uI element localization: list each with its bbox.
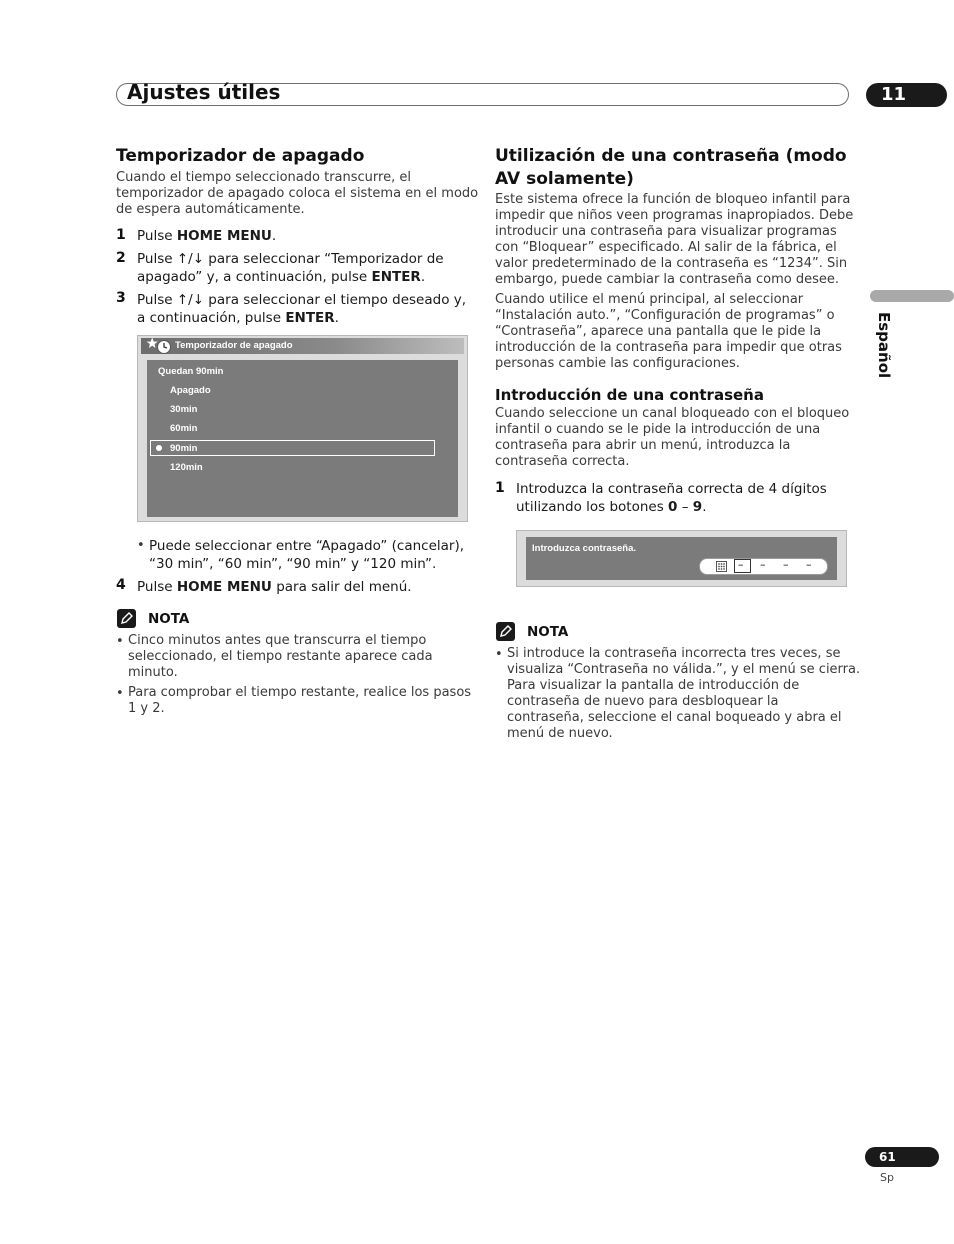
heading-line: AV solamente): [495, 169, 634, 189]
side-tab-bar: [870, 290, 954, 302]
bullet-marker: •: [116, 686, 124, 701]
password-prompt: Introduzca contraseña.: [532, 543, 636, 554]
section-heading-password: [495, 145, 847, 191]
option-60min[interactable]: 60min: [170, 423, 198, 434]
para-line: Cuando utilice el menú principal, al seleccionar: [495, 292, 804, 307]
step-number: 1: [116, 227, 126, 243]
password-digit-slot: –: [783, 558, 789, 571]
para-line: contraseña para abrir un menú, introduzca la: [495, 438, 791, 453]
intro-line: Cuando el tiempo seleccionado transcurre, el: [116, 170, 411, 185]
heading-line: Utilización de una contraseña (modo: [495, 146, 847, 166]
para-line: embargo, puede cambiar la contraseña como desee.: [495, 272, 839, 287]
password-para-3: [495, 406, 849, 470]
note-text: [128, 685, 471, 717]
screen-panel: [147, 360, 458, 517]
step-key-label: 0: [668, 499, 678, 515]
chapter-number: 11: [866, 83, 947, 107]
subheading-enter-password: Introducción de una contraseña: [495, 386, 764, 404]
para-line: impedir que niños veen programas inapropiados. Debe: [495, 208, 854, 223]
option-120min[interactable]: 120min: [170, 462, 203, 473]
step-text: [516, 480, 827, 516]
option-90min[interactable]: 90min: [170, 443, 198, 454]
step-text-part: Pulse: [137, 228, 177, 244]
note-text: [507, 646, 860, 742]
password-digit-slot: –: [760, 558, 766, 571]
note-line: Cinco minutos antes que transcurra el tiempo: [128, 633, 427, 648]
note-line: contraseña, seleccione el canal boqueado y abra el: [507, 710, 842, 725]
step-key-label: HOME MENU: [176, 579, 272, 595]
bullet-marker: •: [495, 647, 503, 662]
para-line: contraseña correcta.: [495, 454, 630, 469]
step-number: 3: [116, 290, 126, 306]
sleep-timer-intro: [116, 170, 478, 218]
step-text-part: Pulse: [137, 579, 177, 595]
bullet-marker: •: [137, 538, 145, 553]
step-key-label: HOME MENU: [176, 228, 272, 244]
para-line: “Instalación auto.”, “Configuración de programas” o: [495, 308, 835, 323]
bullet-text: [149, 537, 464, 573]
step-text-part: utilizando los botones: [516, 499, 669, 515]
step-number: 2: [116, 250, 126, 266]
para-line: introducción de la contraseña para impedir que otras: [495, 340, 842, 355]
step-text-part: .: [420, 269, 426, 285]
step-text-part: para salir del menú.: [271, 579, 412, 595]
note-pencil-icon: [496, 622, 515, 641]
note-line: menú de nuevo.: [507, 726, 613, 741]
step-text-part: apagado” y, a continuación, pulse: [137, 269, 372, 285]
password-para-2: [495, 292, 842, 372]
step-text: [137, 578, 412, 596]
password-para-1: [495, 192, 853, 288]
para-line: valor predeterminado de la contraseña es “1234”. Sin: [495, 256, 848, 271]
side-tab-language: Español: [875, 312, 893, 379]
step-text: [137, 250, 444, 286]
note-text: [128, 633, 433, 681]
intro-line: de espera automáticamente.: [116, 202, 305, 217]
step-text-part: .: [334, 310, 339, 326]
selected-dot-icon: [156, 445, 162, 451]
para-line: “Contraseña”, aparece una pantalla que le pide la: [495, 324, 822, 339]
page-title: Ajustes útiles: [127, 80, 281, 104]
step-text: [137, 291, 466, 327]
step-key-label: ENTER: [371, 269, 421, 285]
note-pencil-icon: [117, 609, 136, 628]
step-text-part: .: [702, 499, 707, 515]
bullet-line: Puede seleccionar entre “Apagado” (cancelar),: [149, 538, 465, 554]
intro-line: temporizador de apagado coloca el sistema en el modo: [116, 186, 479, 201]
note-line: contraseña de nuevo para desbloquear la: [507, 694, 779, 709]
para-line: personas cambie las configuraciones.: [495, 356, 740, 371]
note-label: NOTA: [527, 624, 569, 640]
step-key-label: 9: [692, 499, 703, 515]
step-key-label: ENTER: [285, 310, 335, 326]
step-line: Introduzca la contraseña correcta de 4 dígitos: [516, 481, 827, 497]
para-line: introducir una contraseña para visualizar programas: [495, 224, 837, 239]
keypad-icon: [716, 561, 727, 572]
para-line: Este sistema ofrece la función de bloqueo infantil para: [495, 192, 851, 207]
note-label: NOTA: [148, 611, 190, 627]
step-text-part: Pulse ↑/↓ para seleccionar “Temporizador de: [137, 251, 444, 267]
note-line: visualiza “Contraseña no válida.”, y el menú se cierra.: [507, 662, 861, 677]
step-text-part: .: [271, 228, 277, 244]
remaining-time: Quedan 90min: [158, 366, 224, 377]
note-line: Para comprobar el tiempo restante, realice los pasos: [128, 685, 472, 700]
note-line: Para visualizar la pantalla de introducción de: [507, 678, 800, 693]
step-number: 1: [495, 480, 505, 496]
timer-clock-icon: [146, 336, 173, 355]
bullet-line: “30 min”, “60 min”, “90 min” y “120 min”.: [149, 556, 437, 572]
bullet-marker: •: [116, 634, 124, 649]
note-line: seleccionado, el tiempo restante aparece cada: [128, 649, 433, 664]
para-line: con “Bloquear” especificado. Al salir de la fábrica, el: [495, 240, 837, 255]
option-apagado[interactable]: Apagado: [170, 385, 211, 396]
page-number: 61: [865, 1147, 939, 1167]
step-text-part: a continuación, pulse: [137, 310, 286, 326]
option-30min[interactable]: 30min: [170, 404, 198, 415]
para-line: infantil o cuando se le pide la introducción de una: [495, 422, 821, 437]
password-digit-slot: –: [738, 558, 744, 571]
note-line: 1 y 2.: [128, 701, 165, 716]
language-code: Sp: [880, 1171, 894, 1184]
step-text: [137, 227, 276, 245]
password-digit-slot: –: [806, 558, 812, 571]
para-line: Cuando seleccione un canal bloqueado con el bloqueo: [495, 406, 850, 421]
step-text-part: –: [677, 499, 693, 515]
step-text-part: Pulse ↑/↓ para seleccionar el tiempo deseado y,: [137, 292, 467, 308]
note-line: minuto.: [128, 665, 178, 680]
section-heading-sleep-timer: Temporizador de apagado: [116, 146, 365, 166]
screen-title: Temporizador de apagado: [175, 340, 293, 351]
step-number: 4: [116, 577, 126, 593]
note-line: Si introduce la contraseña incorrecta tres veces, se: [507, 646, 841, 661]
